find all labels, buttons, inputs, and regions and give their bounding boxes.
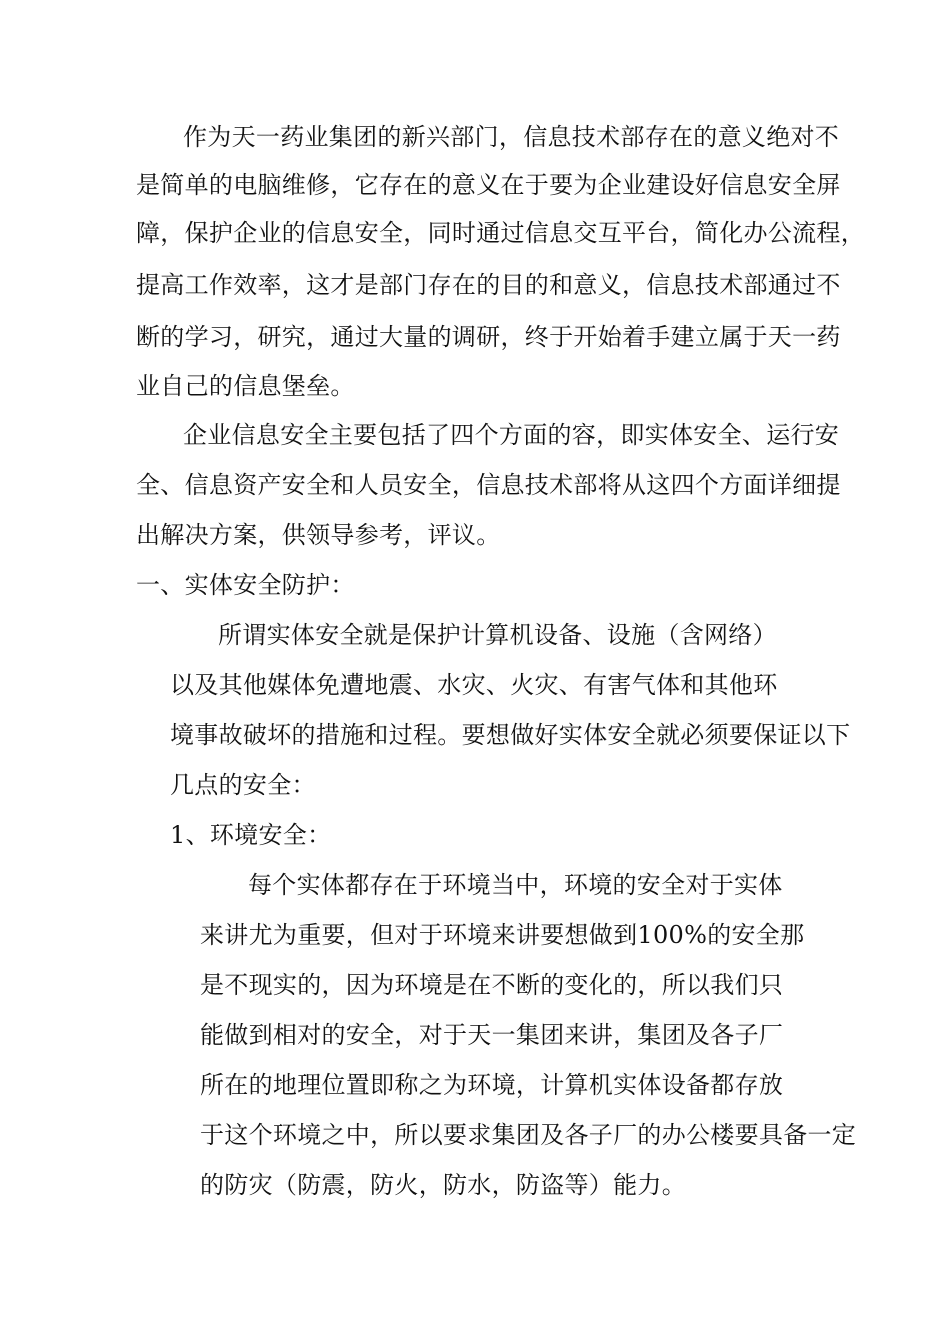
section-1-heading: 一、实体安全防护：	[136, 571, 355, 599]
subsection-1-line-7: 的防灾（防震，防火，防水，防盗等）能力。	[200, 1171, 686, 1199]
subsection-1-line-2: 来讲尤为重要，但对于环境来讲要想做到100%的安全那	[200, 921, 805, 949]
intro-line-1: 作为天一药业集团的新兴部门，信息技术部存在的意义绝对不	[183, 123, 840, 151]
subsection-1-line-3: 是不现实的，因为环境是在不断的变化的，所以我们只	[200, 971, 784, 999]
section-1-line-3: 境事故破坏的措施和过程。要想做好实体安全就必须要保证以下	[170, 721, 851, 749]
intro-line-6: 业自己的信息堡垒。	[136, 372, 355, 400]
scope-line-3: 出解决方案，供领导参考，评议。	[136, 521, 501, 549]
subsection-1-line-6: 于这个环境之中，所以要求集团及各子厂的办公楼要具备一定	[200, 1121, 857, 1149]
section-1-line-1: 所谓实体安全就是保护计算机设备、设施（含网络）	[218, 621, 777, 649]
scope-line-2: 全、信息资产安全和人员安全，信息技术部将从这四个方面详细提	[136, 471, 841, 499]
intro-line-4: 提高工作效率，这才是部门存在的目的和意义，信息技术部通过不	[136, 271, 841, 299]
section-1-line-2: 以及其他媒体免遭地震、水灾、火灾、有害气体和其他环	[170, 671, 778, 699]
subsection-1-heading: 1、环境安全：	[170, 821, 332, 849]
subsection-1-line-1: 每个实体都存在于环境当中，环境的安全对于实体	[248, 871, 783, 899]
subsection-1-line-5: 所在的地理位置即称之为环境，计算机实体设备都存放	[200, 1071, 784, 1099]
section-1-line-4: 几点的安全：	[170, 771, 316, 799]
intro-line-3: 障，保护企业的信息安全，同时通过信息交互平台，简化办公流程，	[136, 219, 865, 247]
intro-line-2: 是简单的电脑维修，它存在的意义在于要为企业建设好信息安全屏	[136, 171, 841, 199]
scope-line-1: 企业信息安全主要包括了四个方面的容，即实体安全、运行安	[183, 421, 840, 449]
intro-line-5: 断的学习，研究，通过大量的调研，终于开始着手建立属于天一药	[136, 323, 841, 351]
subsection-1-line-4: 能做到相对的安全，对于天一集团来讲，集团及各子厂	[200, 1021, 784, 1049]
